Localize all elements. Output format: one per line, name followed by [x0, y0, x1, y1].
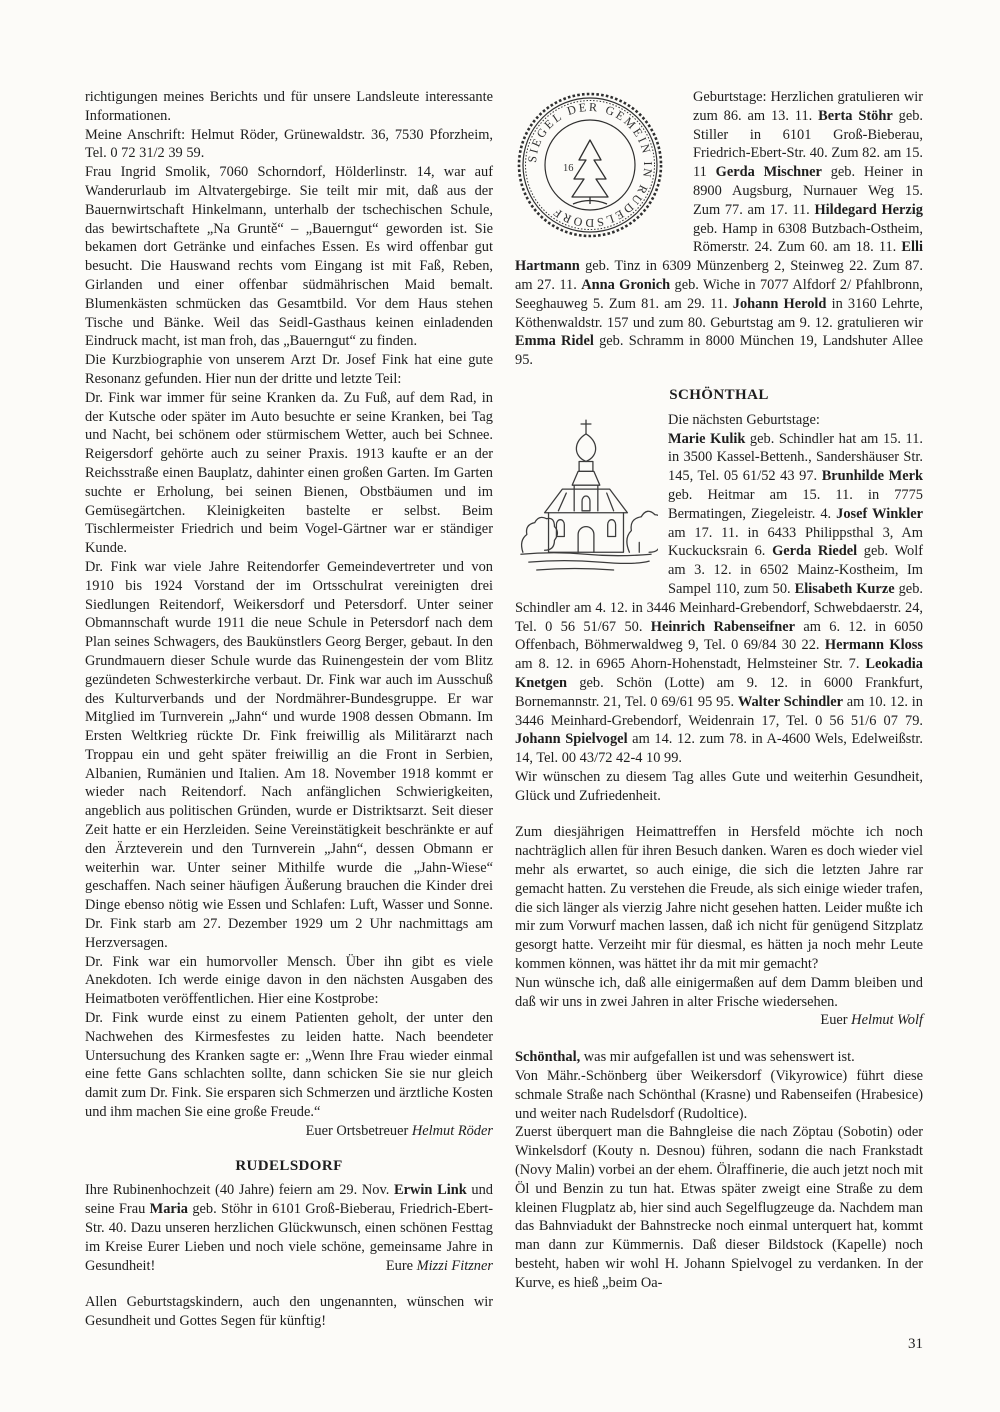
intro-section: [85, 88, 493, 1141]
paragraph: Euer Ortsbetreuer Helmut Röder: [305, 1122, 493, 1139]
paragraph: Dr. Fink wurde einst zu einem Patienten geholt, der unter den Nachwehen des Kirmesfestes zu leiden hatte. Nach beendeter Untersuchung des Kranken sagte er: „Wenn Ihre Frau wieder einmal eine fette Gans schlachten sollte, dann schicken Sie sie nur gleich damit zum Dr. Fink. Sie ersparen sich Schmerzen und ärztliche Kosten und ihm machen Sie eine große Freude.“: [85, 1010, 493, 1121]
schoenthal-section: [515, 411, 923, 806]
seal-svg: [515, 90, 665, 240]
paragraph: richtigungen meines Berichts und für unsere Landsleute interessante Informationen.: [85, 89, 493, 124]
seal-year-text: 16: [563, 163, 574, 174]
right-column: [515, 88, 923, 1293]
paragraph: Dr. Fink war ein humorvoller Mensch. Über ihn gibt es viele Anekdoten. Ich werde einige davon in den nächsten Ausgaben des Heimatboten veröffentlichen. Hier eine Kostprobe:: [85, 953, 493, 1008]
heimattreffen-section: [515, 823, 923, 1030]
chapel-svg: [515, 413, 658, 583]
paragraph: Allen Geburtstagskindern, auch den ungenannten, wünschen wir Gesundheit und Gottes Segen für künftig!: [85, 1294, 493, 1330]
paragraph: Ihre Rubinenhochzeit (40 Jahre) feiern am 29. Nov. Erwin Link und seine Frau Maria geb. Stöhr in 6101 Groß-Bieberau, Friedrich-Ebert-Str. 40. Dazu unseren herzlichen Glückwunsch, einen schönen Festtag im Kreise Eurer Lieben und noch viele schöne, gemeinsame Jahre in Gesundheit! Eure Mizzi Fitzner: [85, 1182, 493, 1274]
paragraph: Schönthal, was mir aufgefallen ist und was sehenswert ist.: [515, 1049, 855, 1066]
paragraph: Marie Kulik geb. Schindler hat am 15. 11. in 3500 Kassel-Bettenh., Sandershäuser Str. 145, Tel. 05 61/52 43 97. Brunhilde Merk geb. Heitmar am 15. 11. in 7775 Bermatingen, Ziegeleistr. 4. Josef Winkler am 17. 11. in 6433 Philippsthal 3, Am Kuckucksrain 6. Gerda Riedel geb. Wolf am 3. 12. in 6502 Mainz-Kostheim, Im Sampel 110, zum 50. Elisabeth Kurze geb. Schindler am 4. 12. in 3446 Meinhard-Grebendorf, Schwebdaerstr. 24, Tel. 0 56 51/67 50. Heinrich Rabenseifner am 6. 12. in 6050 Offenbach, Böhmerwaldweg 9, Tel. 0 69/84 30 22. Hermann Kloss am 8. 12. in 6965 Ahorn-Hohenstadt, Helmsteiner Str. 7. Leokadia Knetgen geb. Schön (Lotte) am 9. 12. in 6000 Frankfurt, Bornemannstr. 21, Tel. 0 69/61 95 95. Walter Schindler am 10. 12. in 3446 Meinhard-Grebendorf, Weidenrain 17, Tel. 0 56 51/6 07 79. Johann Spielvogel am 14. 12. zum 78. in A-4600 Wels, Edelweißstr. 14, Tel. 00 43/72 42-4 10 99.: [515, 430, 924, 767]
paragraph: Meine Anschrift: Helmut Röder, Grünewaldstr. 36, 7530 Pforzheim, Tel. 0 72 31/2 39 59.: [85, 126, 493, 162]
geburtstage-section: [515, 88, 923, 370]
paragraph: Dr. Fink war viele Jahre Reitendorfer Gemeindevertreter und von 1910 bis 1924 Vorstand der im Ortsschulrat vereinigten drei Siedlungen Reitendorf, Weikersdorf und Petersdorf. Unter seiner Obmannschaft wurde 1911 die neue Schule in Petersdorf nach dem Plan seines Schwagers, des Baukünstlers Georg Berger, gebaut. In den Grundmauern dieser Schule wurde das Ruinengestein der vom Blitz gezündeten Schwesterkirche verbaut. Dr. Fink war auch im Ausschuß des Kulturverbands und der Nordmährer-Bundesgruppe. Er war Mitglied im Turnverein „Jahn“ und wurde 1908 dessen Obmann. Im Ersten Weltkrieg rückte Dr. Fink freiwillig als Militärarzt nach Troppau ein und geht später freiwillig an die Front in Serbien, Albanien, Rumänien und Italien. Am 18. November 1918 kommt er wieder nach Reitendorf. Nach anfänglichen Schwierigkeiten, angeblich aus politischen Gründen, wurde er Distriktsarzt. Seit dieser Zeit hatte er ein Herzleiden. Seine Vereinstätigkeit beschränkte er auf den Ärzteverein und den Turnverein „Jahn“, dessen Obmann er weiterhin war. Unter seiner Mithilfe wurde die „Jahn-Wiese“ geschaffen. Nach seiner häufigen Äußerung brauchen die Kinder drei Dinge ebenso nötig wie Essen und Schlafen: Luft, Wasser und Sonne. Dr. Fink starb am 27. Dezember 1929 um 2 Uhr nachmittags am Herzversagen.: [85, 558, 493, 951]
paragraph: Nun wünsche ich, daß alle einigermaßen auf dem Damm bleiben und daß wir uns in zwei Jahren in alter Frische wiedersehen.: [515, 974, 923, 1010]
rudelsdorf-section: [85, 1181, 493, 1275]
travel-section: [515, 1048, 923, 1292]
paragraph: Euer Helmut Wolf: [820, 1012, 923, 1029]
paragraph: Zum diesjährigen Heimattreffen in Hersfeld möchte ich noch nachträglich allen für ihren Besuch danken. Waren es doch wieder viel mehr als erwartet, so auch einige, die sich die letzten Jahre rar gemacht hatten. Zu verstehen die Freude, als sich einige wieder trafen, die sich länger als vierzig Jahre nicht gesehen hatten. Leider mußte ich mir zum Vorwurf machen lassen, daß ich nicht für genügend Sitzplatz gesorgt hatte. Verzeiht mir für diesmal, es hätten ja noch mehr Leute kommen können, was hättet ihr da mit mir gemacht?: [515, 824, 923, 973]
paragraph: Von Mähr.-Schönberg über Weikersdorf (Vikyrowice) führt diese schmale Straße nach Schönthal (Krasne) und Rabenseifen (Hrabesice) und weiter nach Rudelsdorf (Rudoltice).: [515, 1068, 923, 1122]
section-heading-rudelsdorf: RUDELSDORF: [235, 1157, 343, 1174]
paragraph: Die nächsten Geburtstage:: [668, 411, 820, 428]
paragraph: Wir wünschen zu diesem Tag alles Gute und weiterhin Gesundheit, Glück und Zufriedenheit.: [515, 768, 923, 804]
section-heading-schoenthal: SCHÖNTHAL: [669, 386, 769, 403]
paragraph: Zuerst überquert man die Bahngleise die nach Zöptau (Sobotin) oder Winkelsdorf (Kouty n. Desnou) führen, sodann die nach Frankstadt (Novy Malin) vorbei an der ehem. Ölraffinerie, die auch jetzt noch mit Öl und Benzin zu tun hat. Etwas später zweigt eine Straße zu dem kleinen Flugplatz ab, hier sind auch Segelflugzeuge da. Nachdem man das Bahnviadukt der Bahnstrecke noch einmal unterquert hat, kommt man dann zur Kümmernis. Daß dieser Bildstock (Kapelle) noch besteht, haben wir wohl H. Johann Spielvogel zu verdanken. In der Kurve, es hieß „beim Oa-: [515, 1124, 923, 1291]
paragraph: Geburtstage: Herzlichen gratulieren wir zum 86. am 13. 11. Berta Stöhr geb. Stiller in 6101 Groß-Bieberau, Friedrich-Ebert-Str. 40. Zum 82. am 15. 11 Gerda Mischner geb. Heiner in 8900 Augsburg, Nurnauer Weg 15. Zum 77. am 17. 11. Hildegard Herzig geb. Hamp in 6308 Butzbach-Ostheim, Römerstr. 24. Zum 60. am 18. 11. Elli Hartmann geb. Tinz in 6309 Münzenberg 2, Steinweg 22. Zum 87. am 27. 11. Anna Gronich geb. Wiche in 7077 Alfdorf 2/ Pfahlbronn, Seeghauweg 5. Zum 81. am 29. 11. Johann Herold in 3160 Lehrte, Köthenwaldstr. 157 und zum 80. Geburtstag am 9. 12. gratulieren wir Emma Ridel geb. Schramm in 8000 München 19, Landshuter Allee 95.: [515, 89, 924, 369]
rudelsdorf-seal-image: [515, 90, 687, 250]
left-column: [85, 88, 493, 1331]
paragraph: Die Kurzbiographie von unserem Arzt Dr. Josef Fink hat eine gute Resonanz gefunden. Hier nun der dritte und letzte Teil:: [85, 352, 493, 387]
closing-section: [85, 1293, 493, 1331]
paragraph: Frau Ingrid Smolik, 7060 Schorndorf, Hölderlinstr. 14, war auf Wanderurlaub im Altvatergebirge. Sie teilt mir mit, daß aus der Bauernwirtschaft Hinkelmann, unterhalb der tschechischen Schule, das bewirtschaftete „Na Gruntě“ – „Bauerngut“ geworden ist. Sie bekamen dort Getränke und einfaches Essen. Es wird offenbar gut besucht. Die Hauswand rechts vom Eingang ist mit Faß, Reben, Girlanden und einer offenbar südmährischen Maid bemalt. Blumenkästen schmücken das Gesamtbild. Vor dem Haus stehen Tische und Bänke. Weil das Seidl-Gasthaus keinen einladenden Eindruck macht, ist man froh, das „Bauerngut“ zu finden.: [85, 164, 493, 350]
chapel-drawing: [515, 413, 660, 585]
paragraph: Dr. Fink war immer für seine Kranken da. Zu Fuß, auf dem Rad, in der Kutsche oder später im Auto besuchte er seine Kranken, bei Tag und Nacht, bei schönem oder stürmischem Wetter, auch bei Schnee. Reigersdorf gehörte auch zu seiner Praxis. 1913 kaufte er an der Reichsstraße einen Bauplatz, dahinter einen großen Garten. Im Garten suchte er Erholung, bei seinen Bienen, Obstbäumen und im Gemüsegärtchen. Kleinigkeiten bastelte er selbst. Beim Tischlermeister Friedrich und beim Vogel-Gärtner war er ständiger Kunde.: [85, 389, 493, 557]
seal-ring-text: SIEGEL DER GEMEIN IN RUDELSDORF: [524, 99, 656, 231]
page-number: 31: [908, 1336, 923, 1352]
